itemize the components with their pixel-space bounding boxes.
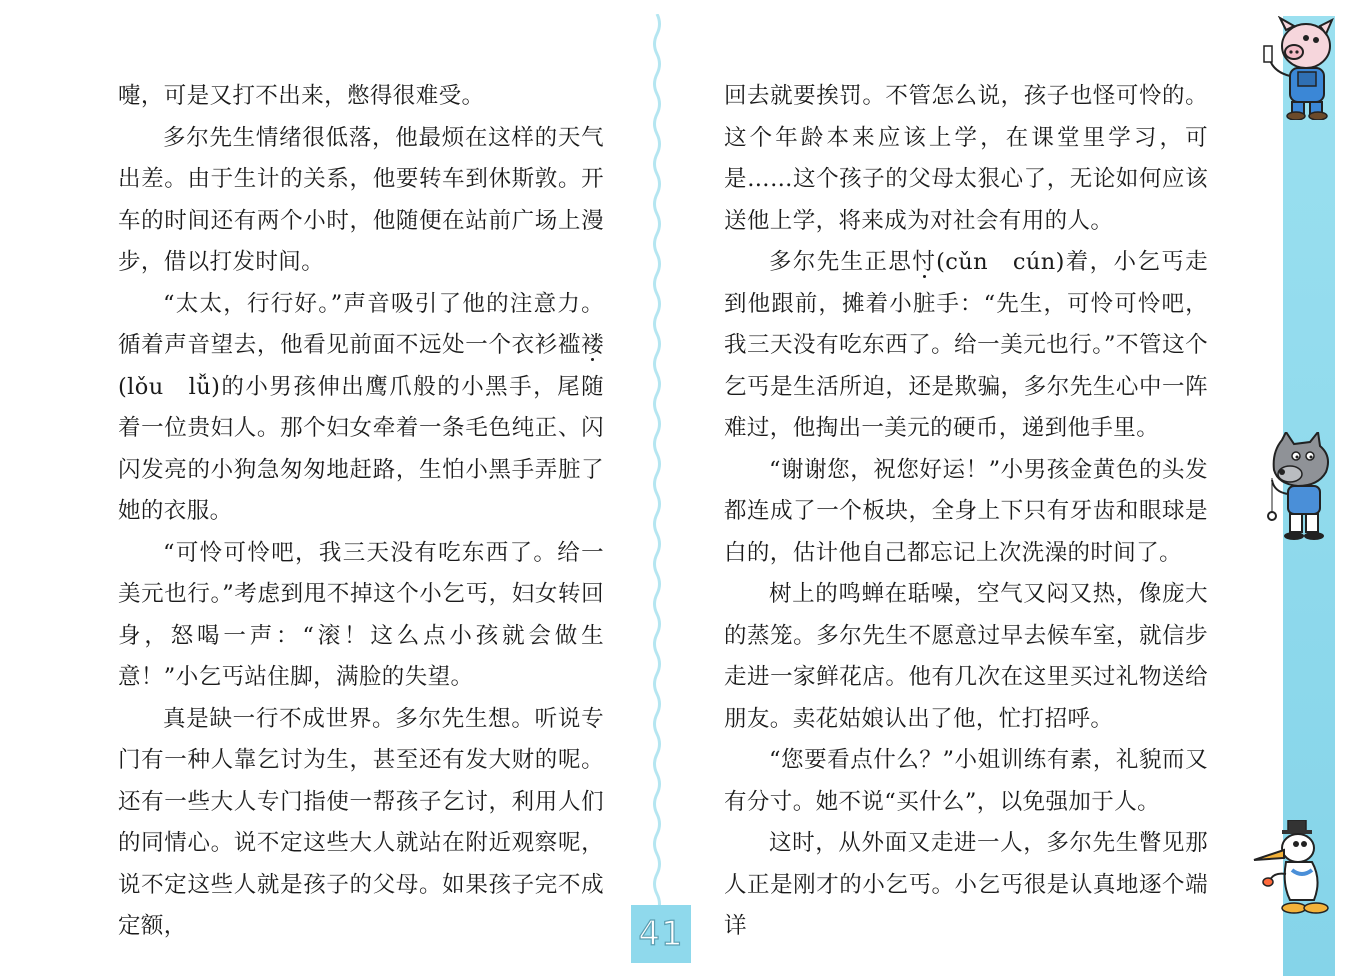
paragraph: 多尔先生正思忖(cǔn cún)着，小乞丐走到他跟前，摊着小脏手：“先生，可怜可怜吧，我三天没有吃东西了。给一美元也行。”不管这个乞丐是生活所迫，还是欺骗，多尔先生心中一阵难过，他掏出一美元的硬币，递到他手里。: [724, 249, 1208, 441]
paragraph: 这时，从外面又走进一人，多尔先生瞥见那人正是刚才的小乞丐。小乞丐很是认真地逐个端详: [724, 830, 1208, 939]
paragraph: 嚏，可是又打不出来，憋得很难受。: [118, 83, 485, 109]
emphasis-dot-char: 褛: [581, 332, 604, 358]
pig-cartoon-icon: [1250, 16, 1342, 120]
left-page-text: [118, 76, 604, 948]
page-number-box: [631, 905, 691, 963]
book-spine-divider: [650, 14, 664, 914]
paragraph: “您要看点什么？”小姐训练有素，礼貌而又有分寸。她不说“买什么”，以免强加于人。: [724, 747, 1208, 815]
right-page-text: [724, 76, 1208, 948]
paragraph: 回去就要挨罚。不管怎么说，孩子也怪可怜的。这个年龄本来应该上学，在课堂里学习，可是……这个孩子的父母太狠心了，无论如何应该送他上学，将来成为对社会有用的人。: [724, 83, 1208, 234]
paragraph: “太太，行行好。”声音吸引了他的注意力。循着声音望去，他看见前面不远处一个衣衫褴褛(lǒu lǚ)的小男孩伸出鹰爪般的小黑手，尾随着一位贵妇人。那个妇女牵着一条毛色纯正、闪闪发亮的小狗急匆匆地赶路，生怕小黑手弄脏了她的衣服。: [118, 290, 604, 524]
paragraph: “谢谢您，祝您好运！”小男孩金黄色的头发都连成了一个板块，全身上下只有牙齿和眼球是白的，估计他自己都忘记上次洗澡的时间了。: [724, 456, 1208, 566]
paragraph: 树上的鸣蝉在聒噪，空气又闷又热，像庞大的蒸笼。多尔先生不愿意过早去候车室，就信步走进一家鲜花店。他有几次在这里买过礼物送给朋友。卖花姑娘认出了他，忙打招呼。: [724, 581, 1208, 732]
wolf-cartoon-icon: [1252, 432, 1344, 544]
paragraph: 多尔先生情绪很低落，他最烦在这样的天气出差。由于生计的关系，他要转车到休斯敦。开车的时间还有两个小时，他随便在站前广场上漫步，借以打发时间。: [118, 124, 604, 275]
paragraph: “可怜可怜吧，我三天没有吃东西了。给一美元也行。”考虑到甩不掉这个小乞丐，妇女转回身，怒喝一声：“滚！这么点小孩就会做生意！”小乞丐站住脚，满脸的失望。: [118, 539, 604, 690]
page-number: 41: [638, 914, 684, 954]
bird-cartoon-icon: [1246, 820, 1342, 916]
paragraph: 真是缺一行不成世界。多尔先生想。听说专门有一种人靠乞讨为生，甚至还有发大财的呢。还有一些大人专门指使一帮孩子乞讨，利用人们的同情心。说不定这些大人就站在附近观察呢，说不定这些人就是孩子的父母。如果孩子完不成定额，: [118, 705, 604, 939]
emphasis-dot-char: 忖: [912, 249, 937, 275]
